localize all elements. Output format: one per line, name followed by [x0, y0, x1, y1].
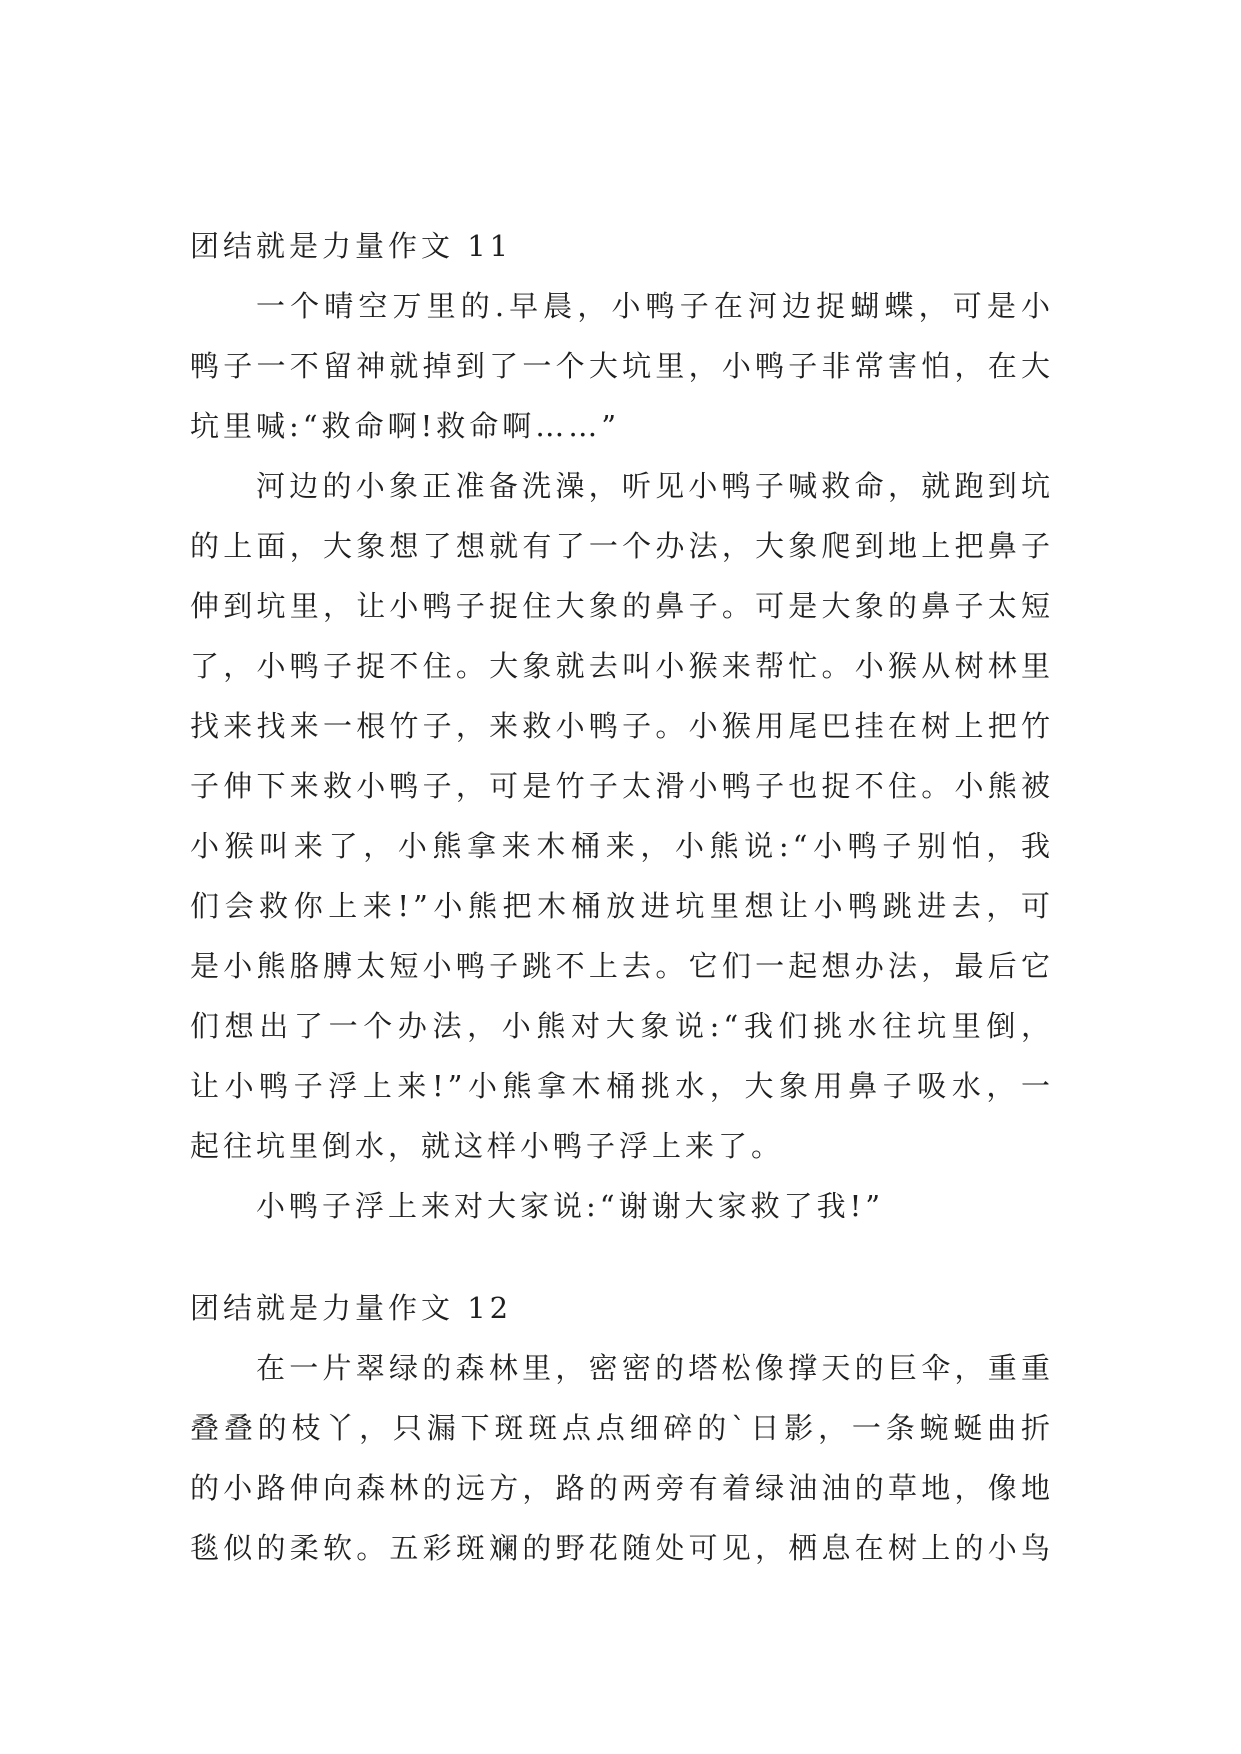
text-line: 子伸下来救小鸭子，可是竹子太滑小鸭子也捉不住。小熊被	[190, 769, 1054, 803]
text-line: 是小熊胳膊太短小鸭子跳不上去。它们一起想办法，最后它	[190, 949, 1054, 983]
paragraph	[190, 1176, 1054, 1236]
text-line: 毯似的柔软。五彩斑斓的野花随处可见，栖息在树上的小鸟	[190, 1531, 1054, 1565]
text-line: 伸到坑里，让小鸭子捉住大象的鼻子。可是大象的鼻子太短	[190, 589, 1054, 623]
text-line: 起往坑里倒水，就这样小鸭子浮上来了。	[190, 1129, 785, 1163]
section-title: 团结就是力量作文 12	[190, 1291, 513, 1325]
text-line: 河边的小象正准备洗澡，听见小鸭子喊救命，就跑到坑	[256, 469, 1054, 503]
essay-section	[190, 216, 1054, 1236]
text-line: 让小鸭子浮上来!”小熊拿木桶挑水，大象用鼻子吸水，一	[190, 1069, 1054, 1103]
document-body	[190, 216, 1054, 1578]
paragraph	[190, 276, 1054, 456]
text-line: 小鸭子浮上来对大家说:“谢谢大家救了我!”	[256, 1189, 885, 1223]
text-line: 一个晴空万里的.早晨，小鸭子在河边捉蝴蝶，可是小	[256, 289, 1054, 323]
text-line: 找来找来一根竹子，来救小鸭子。小猴用尾巴挂在树上把竹	[190, 709, 1054, 743]
text-line: 了，小鸭子捉不住。大象就去叫小猴来帮忙。小猴从树林里	[190, 649, 1054, 683]
paragraph	[190, 1338, 1054, 1578]
text-line: 叠叠的枝丫，只漏下斑斑点点细碎的`日影，一条蜿蜒曲折	[190, 1411, 1054, 1445]
text-line: 坑里喊:“救命啊!救命啊……”	[190, 409, 621, 443]
text-line: 的小路伸向森林的远方，路的两旁有着绿油油的草地，像地	[190, 1471, 1054, 1505]
paragraph	[190, 456, 1054, 1176]
text-line: 在一片翠绿的森林里，密密的塔松像撑天的巨伞，重重	[256, 1351, 1054, 1385]
essay-section	[190, 1278, 1054, 1578]
text-line: 鸭子一不留神就掉到了一个大坑里，小鸭子非常害怕，在大	[190, 349, 1054, 383]
section-title: 团结就是力量作文 11	[190, 229, 513, 263]
text-line: 的上面，大象想了想就有了一个办法，大象爬到地上把鼻子	[190, 529, 1054, 563]
text-line: 们想出了一个办法，小熊对大象说:“我们挑水往坑里倒，	[190, 1009, 1054, 1043]
text-line: 小猴叫来了，小熊拿来木桶来，小熊说:“小鸭子别怕，我	[190, 829, 1054, 863]
text-line: 们会救你上来!”小熊把木桶放进坑里想让小鸭跳进去，可	[190, 889, 1054, 923]
